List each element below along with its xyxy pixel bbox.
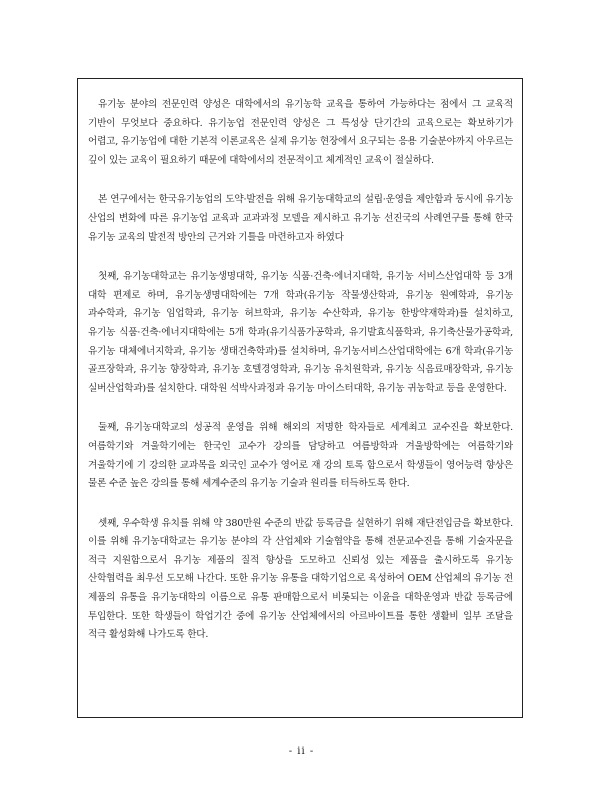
paragraph-purpose: 본 연구에서는 한국유기농업의 도약·발전을 위해 유기농대학교의 설립·운영을 제안함과 동시에 유기농 산업의 변화에 따른 유기농업 교육과 교과과정 모델을 제시하고 유기농 선진국의 사례연구를 통해 한국 유기농 교육의 발전적 방안의 근거와 기틀을 마련하고자 하였다 xyxy=(88,194,513,243)
paragraph-second: 둘째, 유기농대학교의 성공적 운영을 위해 해외의 저명한 학자들로 세계최고 교수진을 확보한다. 여름학기와 겨울학기에는 한국인 교수가 강의를 담당하고 여름방학과 겨울방학에는 여름학기와 겨울학기에 기 강의한 교과목을 외국인 교수가 영어로 재 강의 토록 함으로서 학생들이 영어능력 향상은 물론 수준 높은 강의를 통해 세계수준의 유기농 기술과 원리를 터득하도록 한다. xyxy=(88,422,513,490)
page-number: - ii - xyxy=(288,746,315,757)
paragraph-third: 셋째, 우수학생 유치를 위해 약 380만원 수준의 반값 등록금을 실현하기 위해 재단전입금을 확보한다. 이를 위해 유기농대학교는 유기농 분야의 각 산업체와 기술협약을 통해 전문교수진을 통해 기술자문을 적극 지원함으로서 유기농 제품의 질적 향상을 도모하고 신뢰성 있는 제품을 출시하도록 유기농 산학협력을 최우선 도모해 나간다. 또한 유기농 유통을 대학기업으로 육성하여 OEM 산업체의 유기농 전 제품의 유통을 유기농대학의 이름으로 유통 판매함으로서 비롯되는 이윤을 대학운영과 반값 등록금에 투입한다. 또한 학생들이 학업기간 중에 유기농 산업체에서의 아르바이트를 통한 생활비 일부 조달을 적극 활성화해 나가도록 한다. xyxy=(88,517,513,641)
paragraph-first: 첫째, 유기농대학교는 유기농생명대학, 유기농 식품·건축·에너지대학, 유기농 서비스산업대학 등 3개 대학 편제로 하며, 유기농생명대학에는 7개 학과(유기농 작물생산학과, 유기농 원예학과, 유기농 과수학과, 유기농 임업학과, 유기농 허브학과, 유기농 수산학과, 유기농 한방약재학과)를 설치하고, 유기농 식품·건축·에너지대학에는 5개 학과(유기식품가공학과, 유기발효식품학과, 유기축산물가공학과, 유기농 대체에너지학과, 유기농 생태건축학과)를 설치하며, 유기농서비스산업대학에는 6개 학과(유기농 골프장학과, 유기농 향장학과, 유기농 호텔경영학과, 유기농 유치원학과, 유기농 식음료매장학과, 유기농 실버산업학과)를 설치한다. 대학원 석박사과정과 유기농 마이스터대학, 유기농 귀농학교 등을 운영한다. xyxy=(88,271,513,394)
summary-box xyxy=(77,78,523,718)
paragraph-intro: 유기농 분야의 전문인력 양성은 대학에서의 유기농학 교육을 통하여 가능하다는 점에서 그 교육적 기반이 무엇보다 중요하다. 유기농업 전문인력 양성은 그 특성상 단기간의 교육으로는 확보하기가 어렵고, 유기농업에 대한 기본적 이론교육은 실제 유기농 현장에서 요구되는 응용 기술분야까지 아우르는 깊이 있는 교육이 필요하기 때문에 대학에서의 전문적이고 체계적인 교육이 절실하다. xyxy=(88,99,513,166)
